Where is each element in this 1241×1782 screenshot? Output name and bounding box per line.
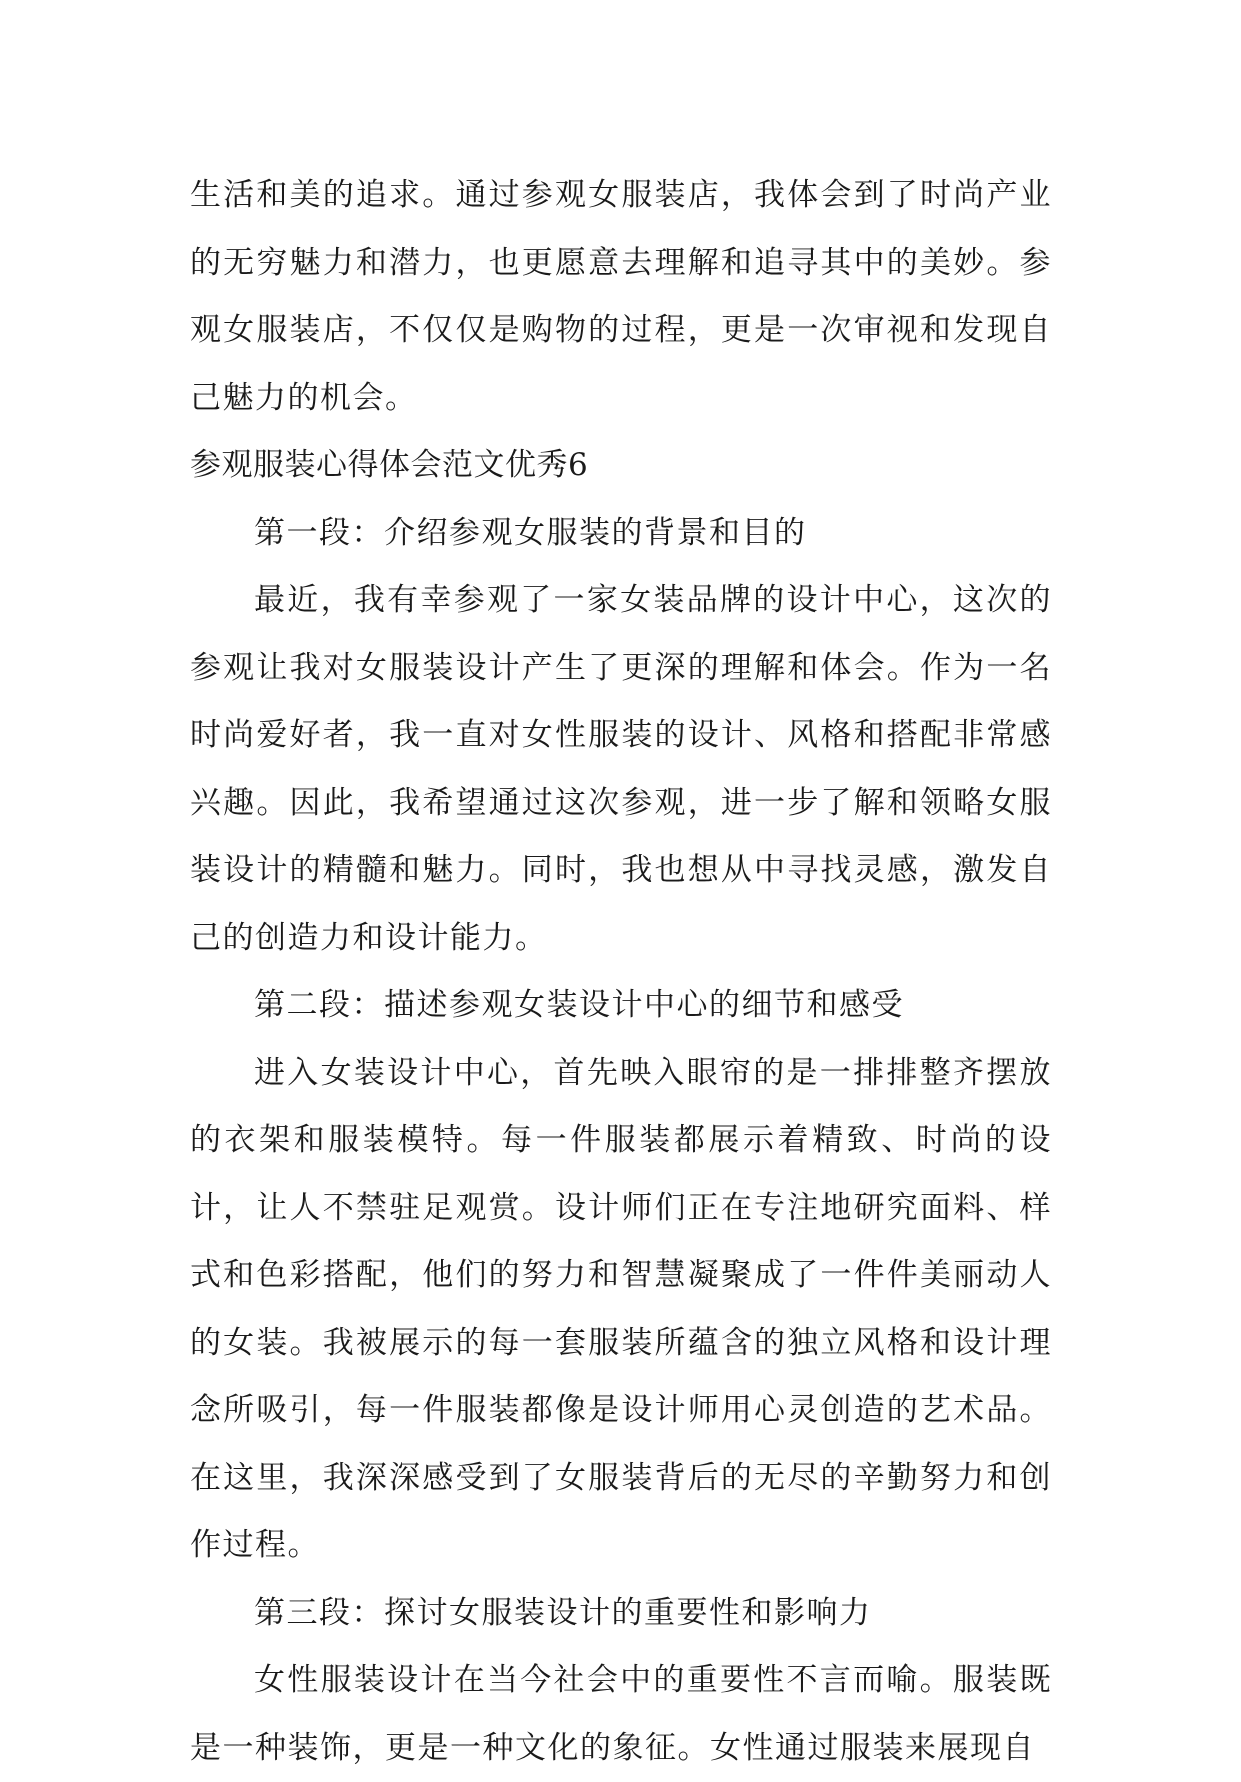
body-paragraph: 女性服装设计在当今社会中的重要性不言而喻。服装既是一种装饰，更是一种文化的象征。女性通过服装来展现自 xyxy=(190,1662,1052,1766)
article-title: 参观服装心得体会范文优秀6 xyxy=(190,447,589,483)
body-paragraph: 生活和美的追求。通过参观女服装店，我体会到了时尚产业的无穷魅力和潜力，也更愿意去理解和追寻其中的美妙。参观女服装店，不仅仅是购物的过程，更是一次审视和发现自己魅力的机会。 xyxy=(190,177,1052,416)
document-body xyxy=(190,162,1052,1782)
section-heading-2: 第二段：描述参观女装设计中心的细节和感受 xyxy=(254,987,904,1023)
body-paragraph: 最近，我有幸参观了一家女装品牌的设计中心，这次的参观让我对女服装设计产生了更深的理解和体会。作为一名时尚爱好者，我一直对女性服装的设计、风格和搭配非常感兴趣。因此，我希望通过这次参观，进一步了解和领略女服装设计的精髓和魅力。同时，我也想从中寻找灵感，激发自己的创造力和设计能力。 xyxy=(190,582,1052,956)
section-heading-3: 第三段：探讨女服装设计的重要性和影响力 xyxy=(254,1594,872,1631)
body-paragraph: 进入女装设计中心，首先映入眼帘的是一排排整齐摆放的衣架和服装模特。每一件服装都展示着精致、时尚的设计，让人不禁驻足观赏。设计师们正在专注地研究面料、样式和色彩搭配，他们的努力和智慧凝聚成了一件件美丽动人的女装。我被展示的每一套服装所蕴含的独立风格和设计理念所吸引，每一件服装都像是设计师用心灵创造的艺术品。在这里，我深深感受到了女服装背后的无尽的辛勤努力和创作过程。 xyxy=(190,1054,1052,1563)
section-heading-1: 第一段：介绍参观女服装的背景和目的 xyxy=(254,514,807,551)
